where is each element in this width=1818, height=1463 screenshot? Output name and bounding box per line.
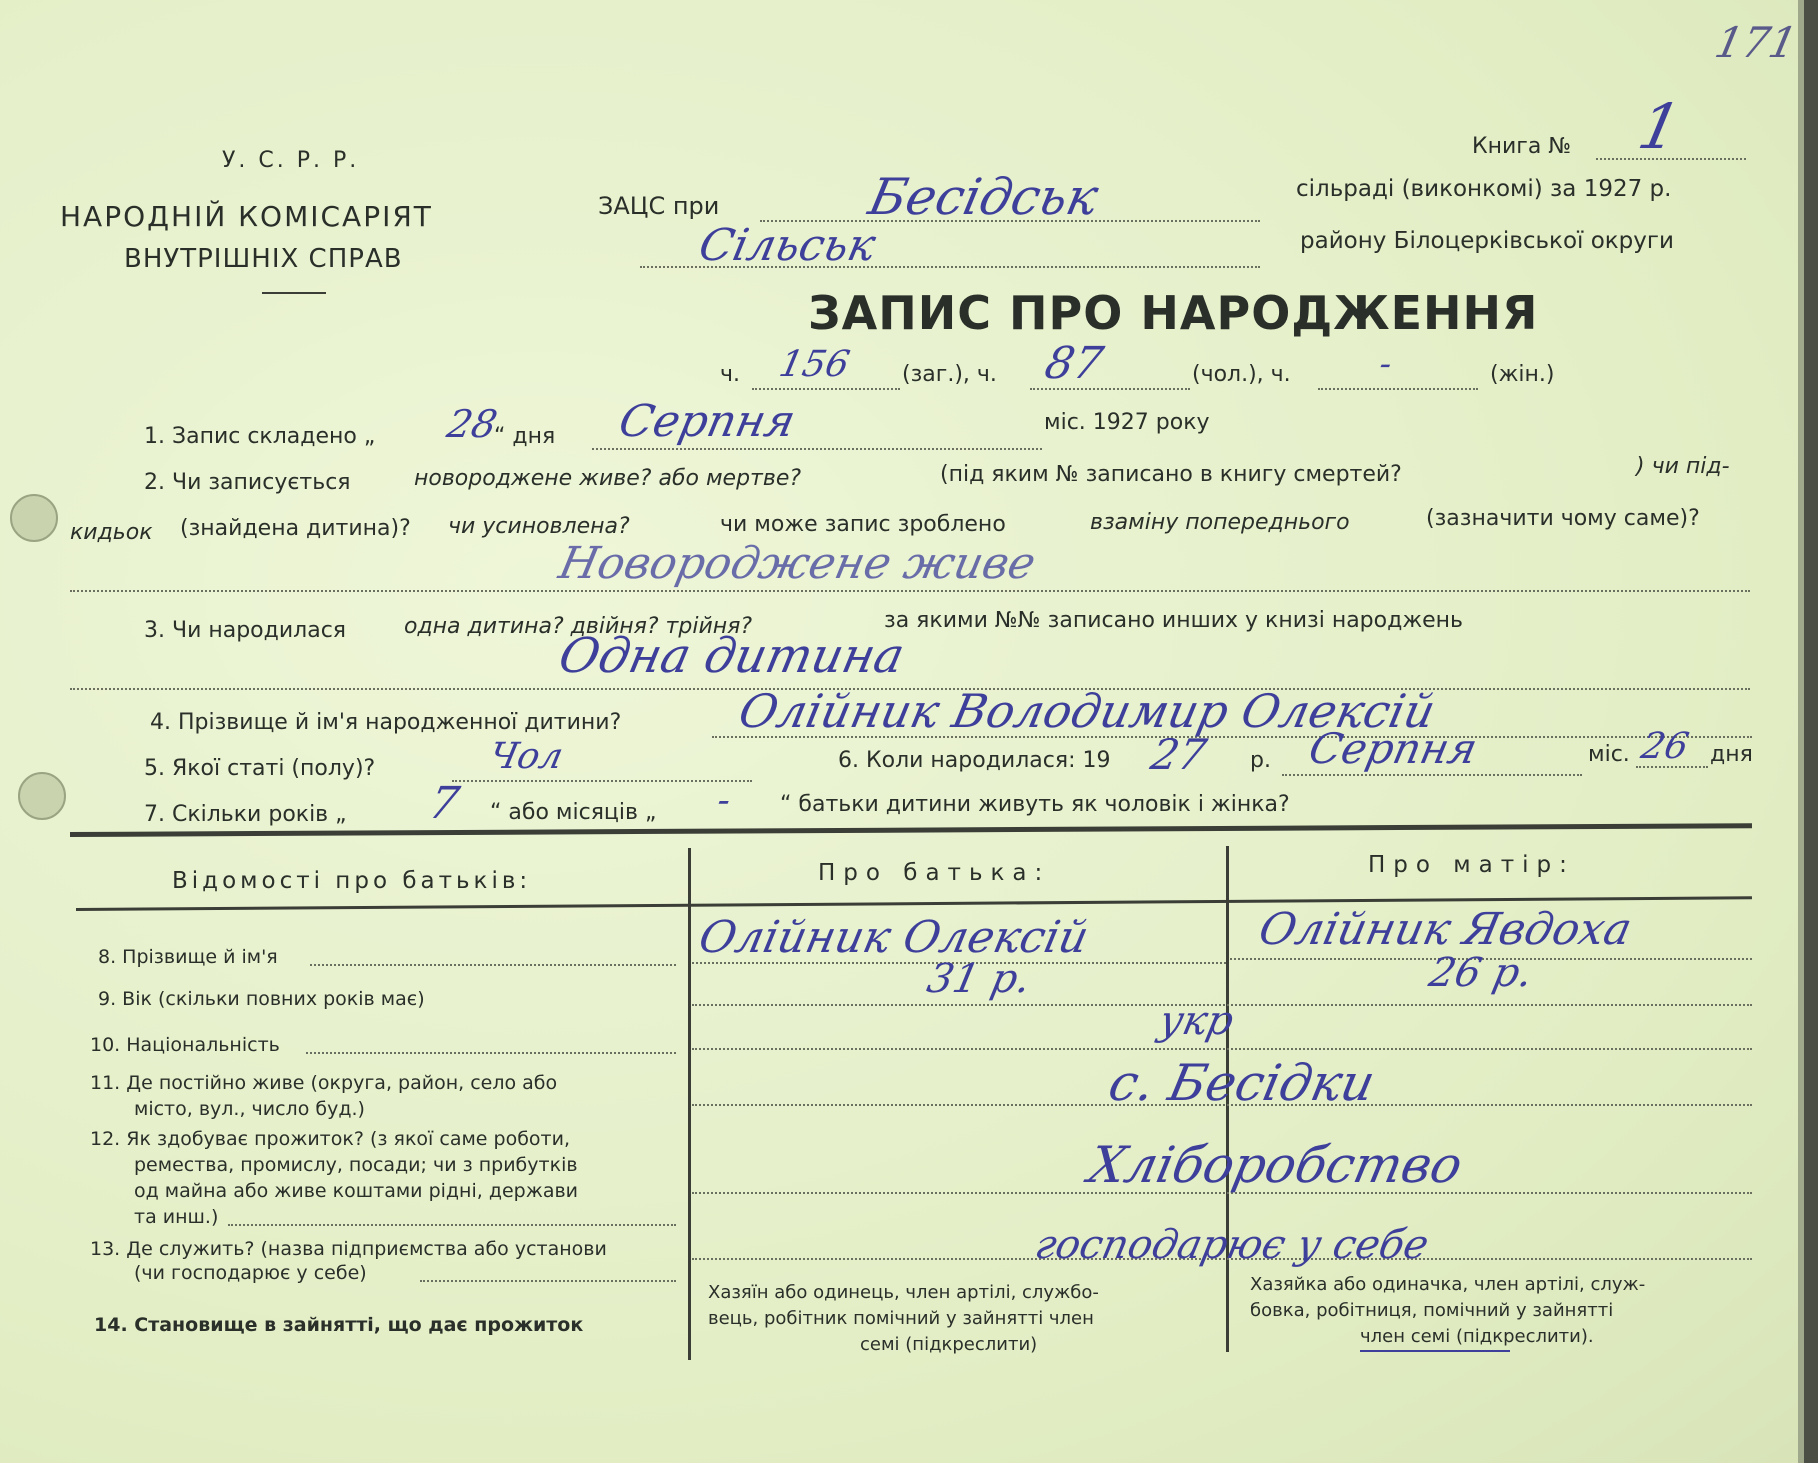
field6-year: 27 xyxy=(1146,730,1211,779)
mother-underline xyxy=(1360,1350,1510,1352)
field5-label: 5. Якої статі (полу)? xyxy=(144,756,376,781)
male-number: 87 xyxy=(1040,338,1108,389)
row-label-12a: 12. Як здобуває прожиток? (з якої саме роботи, xyxy=(90,1128,571,1150)
field6-day: 26 xyxy=(1637,726,1693,767)
field2-line1-end: ) чи під- xyxy=(1636,454,1730,479)
field1-line xyxy=(592,448,1042,450)
field5-line xyxy=(452,780,752,782)
field2-line2-e: взаміну попереднього xyxy=(1090,510,1350,535)
mother-note-3: член семі (підкреслити). xyxy=(1360,1326,1594,1347)
republic-label: У. С. Р. Р. xyxy=(222,148,360,173)
table-col-divider-1 xyxy=(688,848,691,1360)
field3-b: одна дитина? двійня? трійня? xyxy=(404,614,753,639)
mother-note-1: Хазяйка або одиначка, член артілі, служ- xyxy=(1250,1274,1646,1295)
father-note-3: семі (підкреслити) xyxy=(860,1334,1038,1355)
row-label-13a: 13. Де служить? (назва підприємства або установи xyxy=(90,1238,607,1260)
number-ch: ч. xyxy=(720,362,740,387)
archive-number: 171 xyxy=(1710,18,1802,67)
field1-day: 28 xyxy=(443,402,502,446)
mother-note-2: бовка, робітниця, помічний у зайнятті xyxy=(1250,1300,1614,1321)
total-line xyxy=(752,388,900,390)
total-number: 156 xyxy=(775,344,854,385)
field2-line1-italic: новороджене живе? або мертве? xyxy=(414,466,802,491)
field1-mid: “ дня xyxy=(494,424,556,449)
father-note-1: Хазяїн або одинець, член артілі, службо- xyxy=(708,1282,1099,1303)
livelihood: Хліборобство xyxy=(1083,1136,1468,1194)
col-info-header: Відомості про батьків: xyxy=(172,868,532,894)
service: господарює у себе xyxy=(1031,1222,1433,1268)
field3-answer: Одна дитина xyxy=(554,628,910,684)
district-label: району Білоцерківської округи xyxy=(1300,228,1674,254)
field7-months: - xyxy=(713,780,735,821)
field2-answer-line xyxy=(70,590,1750,592)
village-label: сільраді (виконкомі) за 1927 р. xyxy=(1296,176,1672,202)
field2-line2-c: чи усиновлена? xyxy=(448,514,630,539)
mother-name: Олійник Явдоха xyxy=(1254,904,1637,955)
field2-answer: Новороджене живе xyxy=(554,538,1040,589)
field2-line2-d: чи може запис зроблено xyxy=(720,512,1006,537)
field4-answer: Олійник Володимир Олексій xyxy=(734,684,1440,738)
row-label-12b: ремества, промислу, посади; чи з прибутків xyxy=(134,1154,578,1176)
row-label-12d: та инш.) xyxy=(134,1206,219,1228)
field6-mis: міс. xyxy=(1588,742,1630,767)
row8-dots xyxy=(310,964,676,966)
father-age: 31 р. xyxy=(923,956,1035,1002)
punch-hole-bottom xyxy=(18,772,66,820)
row12-dots xyxy=(228,1224,676,1226)
field1-label: 1. Запис складено „ xyxy=(144,424,376,449)
zags-hw-1: Бесідськ xyxy=(863,168,1104,226)
field3-c: за якими №№ записано инших у книзі народжень xyxy=(884,608,1464,633)
female-label: (жін.) xyxy=(1490,362,1555,387)
field4-label: 4. Прізвище й ім'я народженної дитини? xyxy=(150,710,622,735)
female-line xyxy=(1318,388,1478,390)
field7-a: 7. Скільки років „ xyxy=(144,802,347,827)
row-label-11b: місто, вул., число буд.) xyxy=(134,1098,365,1120)
zags-label: ЗАЦС при xyxy=(598,192,720,220)
zags-hw-2: Сільськ xyxy=(694,220,881,271)
document-title: ЗАПИС ПРО НАРОДЖЕННЯ xyxy=(808,286,1539,340)
book-label: Книга № xyxy=(1472,134,1572,159)
field1-month: Серпня xyxy=(614,396,800,447)
header-divider xyxy=(262,292,326,294)
residence: с. Бесідки xyxy=(1103,1054,1381,1112)
field7-years: 7 xyxy=(424,778,464,829)
field2-line2-b: (знайдена дитина)? xyxy=(180,516,411,541)
field6-dnya: дня xyxy=(1710,742,1753,767)
row10-dots xyxy=(306,1052,676,1054)
row-label-9: 9. Вік (скільки повних років має) xyxy=(98,988,425,1010)
mother-age: 26 р. xyxy=(1425,950,1537,996)
col-father-header: Про батька: xyxy=(818,860,1051,886)
field2-line2-f: (зазначити чому саме)? xyxy=(1426,506,1700,531)
field7-c: “ батьки дитини живуть як чоловік і жінка? xyxy=(780,792,1290,817)
row-label-14: 14. Становище в зайнятті, що дає прожиток xyxy=(94,1314,584,1336)
field2-line1-b: (під яким № записано в книгу смертей? xyxy=(940,462,1402,487)
commissariat-line2: ВНУТРІШНІХ СПРАВ xyxy=(124,244,403,274)
father-name: Олійник Олексій xyxy=(694,912,1093,963)
row-label-11a: 11. Де постійно живе (округа, район, село або xyxy=(90,1072,558,1094)
field6-label: 6. Коли народилася: 19 xyxy=(838,748,1111,773)
male-label: (чол.), ч. xyxy=(1192,362,1291,387)
field7-b: “ або місяців „ xyxy=(490,800,657,825)
nationality: укр xyxy=(1155,998,1238,1044)
row-label-12c: од майна або живе коштами рідні, держави xyxy=(134,1180,579,1202)
col-mother-header: Про матір: xyxy=(1368,852,1575,878)
father-note-2: вець, робітник помічний у зайнятті член xyxy=(708,1308,1094,1329)
field2-line1: 2. Чи записується xyxy=(144,470,351,495)
total-label: (заг.), ч. xyxy=(902,362,997,387)
field1-end: міс. 1927 року xyxy=(1044,410,1210,435)
commissariat-line1: НАРОДНІЙ КОМІСАРІЯТ xyxy=(60,200,433,233)
nationality-line xyxy=(692,1048,1752,1050)
row13-dots xyxy=(420,1280,676,1282)
book-number: 1 xyxy=(1632,90,1688,163)
field6-month-line xyxy=(1282,774,1582,776)
field5-answer: Чол xyxy=(485,736,567,777)
field3-a: 3. Чи народилася xyxy=(144,618,347,643)
row-label-10: 10. Національність xyxy=(90,1034,280,1056)
field2-line2-a: кидьок xyxy=(70,520,153,545)
punch-hole-top xyxy=(10,494,58,542)
field6-r: р. xyxy=(1250,748,1271,773)
row-label-13b: (чи господарює у себе) xyxy=(134,1262,367,1284)
field6-month: Серпня xyxy=(1304,724,1482,773)
row-label-8: 8. Прізвище й ім'я xyxy=(98,946,278,968)
female-number: - xyxy=(1375,344,1396,384)
